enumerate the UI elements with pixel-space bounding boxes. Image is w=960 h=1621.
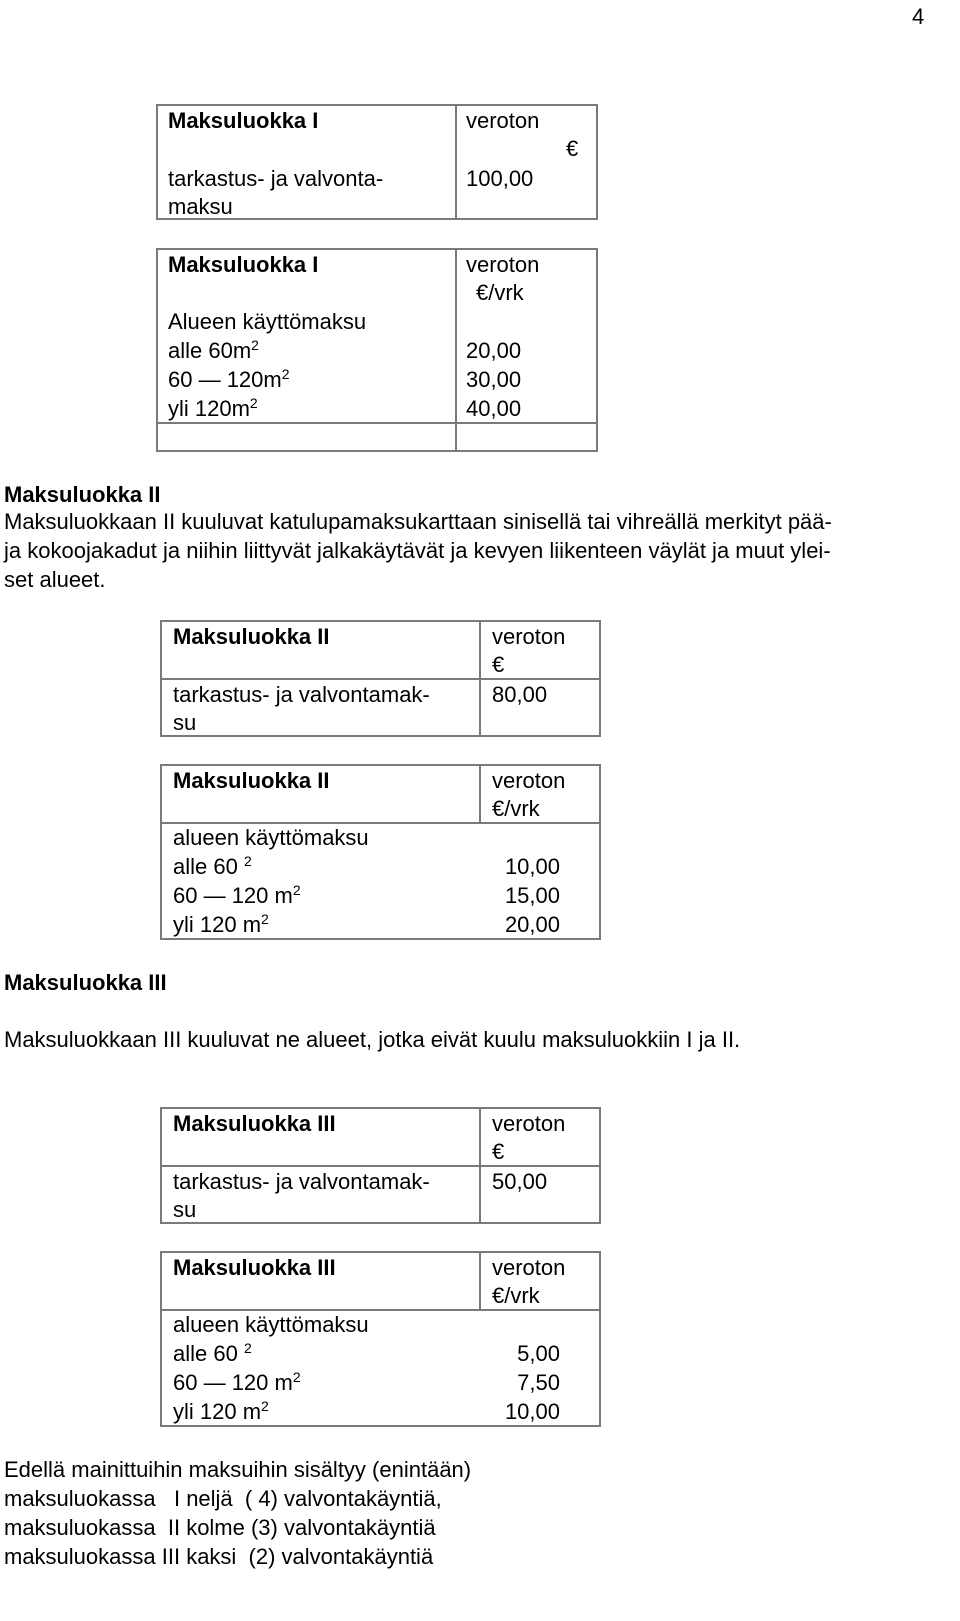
row-value: 20,00 (466, 338, 522, 363)
footer-line: maksuluokassa II kolme (3) valvontakäyntiä (4, 1515, 436, 1540)
footer-line: Edellä mainittuihin maksuihin sisältyy (enintään) (4, 1457, 472, 1482)
row-value: 100,00 (466, 166, 534, 191)
row-value: 10,00 (504, 1399, 560, 1424)
unit-label: € (492, 652, 505, 677)
col-header: veroton (492, 624, 566, 649)
row-label-cont: maksu (168, 194, 233, 219)
row-value: 40,00 (466, 396, 522, 421)
row-label: tarkastus- ja valvonta- (168, 166, 384, 191)
subheader: alueen käyttömaksu (173, 1312, 369, 1337)
paragraph-line: ja kokoojakadut ja niihin liittyvät jalkakäytävät ja kevyen liikenteen väylät ja muut ylei- (4, 538, 831, 563)
row-label: 60 — 120 $m^2$ (173, 882, 301, 908)
col-header: veroton (466, 252, 540, 277)
paragraph: Maksuluokkaan III kuuluvat ne alueet, jotka eivät kuulu maksuluokkiin I ja II. (4, 1027, 741, 1052)
unit-label: €/vrk (476, 280, 524, 305)
unit-label: €/vrk (492, 1283, 540, 1308)
row-value: 10,00 (504, 854, 560, 879)
table-title: Maksuluokka I (168, 252, 319, 277)
col-header: veroton (492, 768, 566, 793)
row-label-cont: su (173, 710, 197, 735)
table-title: Maksuluokka III (173, 1255, 336, 1280)
unit-label: €/vrk (492, 796, 540, 821)
row-value: 5,00 (517, 1341, 560, 1366)
col-header: veroton (492, 1255, 566, 1280)
paragraph-line: set alueet. (4, 567, 106, 592)
row-value: 80,00 (492, 682, 548, 707)
row-label: alle $60m^2$ (168, 337, 259, 363)
row-label: yli 120 $m^2$ (173, 911, 269, 937)
row-label: tarkastus- ja valvontamak- (173, 1169, 430, 1194)
unit-label: € (566, 136, 579, 161)
row-value: 15,00 (504, 883, 560, 908)
table-title: Maksuluokka III (173, 1111, 336, 1136)
row-label: yli 120 $m^2$ (173, 1398, 269, 1424)
section-heading: Maksuluokka II (4, 482, 161, 507)
row-value: 50,00 (492, 1169, 548, 1194)
row-value: 7,50 (517, 1370, 560, 1395)
subheader: Alueen käyttömaksu (168, 309, 367, 334)
row-label: alle 60 $^2$ (173, 853, 252, 879)
row-label: 60 — $120m^2$ (168, 366, 290, 392)
row-label-cont: su (173, 1197, 197, 1222)
footer-line: maksuluokassa III kaksi (2) valvontakäyntiä (4, 1544, 434, 1569)
footer-line: maksuluokassa I neljä ( 4) valvontakäyntiä, (4, 1486, 442, 1511)
col-header: veroton (466, 108, 540, 133)
row-value: 30,00 (466, 367, 522, 392)
page-number: 4 (912, 4, 925, 29)
table-title: Maksuluokka I (168, 108, 319, 133)
paragraph-line: Maksuluokkaan II kuuluvat katulupamaksukarttaan sinisellä tai vihreällä merkityt pää- (4, 509, 832, 534)
section-heading: Maksuluokka III (4, 970, 167, 995)
table-title: Maksuluokka II (173, 768, 330, 793)
unit-label: € (492, 1139, 505, 1164)
row-label: tarkastus- ja valvontamak- (173, 682, 430, 707)
subheader: alueen käyttömaksu (173, 825, 369, 850)
row-label: alle 60 $^2$ (173, 1340, 252, 1366)
row-label: 60 — 120 $m^2$ (173, 1369, 301, 1395)
row-label: yli $120m^2$ (168, 395, 258, 421)
table-title: Maksuluokka II (173, 624, 330, 649)
row-value: 20,00 (504, 912, 560, 937)
col-header: veroton (492, 1111, 566, 1136)
